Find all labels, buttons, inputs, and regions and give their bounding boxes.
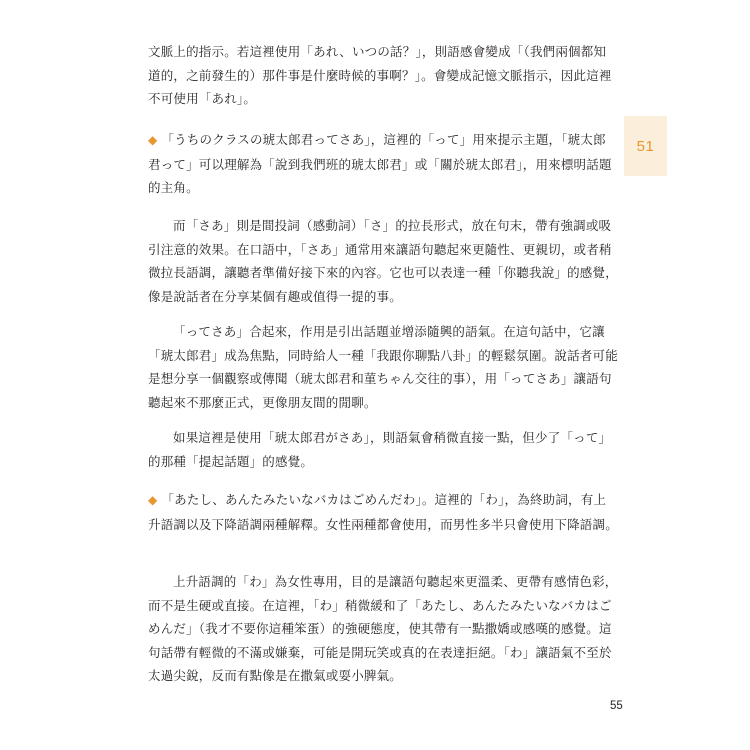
paragraph-kotaro-tte (148, 128, 618, 200)
paragraph-kotaro-tte-text: 「うちのクラスの琥太郎君ってさあ」，這裡的「って」用來提示主題，「琥太郎君って」可以理解為「說到我們班的琥太郎君」或「關於琥太郎君」，用來標明話題的主角。 (148, 132, 612, 195)
paragraph-ttesaa: 「ってさあ」合起來，作用是引出話題並增添隨興的語氣。在這句話中，它讓「琥太郎君」成為焦點，同時給人一種「我跟你聊點八卦」的輕鬆氛圍。說話者可能是想分享一個觀察或傳聞（琥太郎君和菫ちゃん交往的事），用「ってさあ」讓語句聽起來不那麼正式，更像朋友間的閒聊。 (148, 324, 618, 410)
chapter-tab (624, 116, 667, 176)
paragraph-wa-particle (148, 488, 618, 536)
diamond-icon: ◆ (148, 133, 158, 147)
paragraph-rising-wa: 上升語調的「わ」為女性專用，目的是讓語句聽起來更溫柔、更帶有感情色彩，而不是生硬或直接。在這裡，「わ」稍微緩和了「あたし、あんたみたいなバカはごめんだ」（我才不要你這種笨蛋）的強硬態度，使其帶有一點撒嬌或感嘆的感覺。這句話帶有輕微的不滿或嫌棄，可能是開玩笑或真的在表達拒絕。「わ」讓語氣不至於太過尖銳，反而有點像是在撒氣或耍小脾氣。 (148, 574, 618, 683)
paragraph-context-note: 文脈上的指示。若這裡使用「あれ、いつの話？」，則語感會變成「（我們兩個都知道的，之前發生的）那件事是什麼時候的事啊？」。會變成記憶文脈指示，因此這裡不可使用「あれ」。 (148, 44, 612, 106)
chapter-number: 51 (636, 137, 655, 155)
diamond-icon: ◆ (148, 493, 158, 507)
paragraph-wa-particle-text: 「あたし、あんたみたいなバカはごめんだわ」。這裡的「わ」，為終助詞，有上升語調以及下降語調兩種解釋。女性兩種都會使用，而男性多半只會使用下降語調。 (148, 492, 618, 532)
paragraph-saa: 而「さあ」則是間投詞（感動詞）「さ」的拉長形式，放在句末，帶有強調或吸引注意的效果。在口語中，「さあ」通常用來讓語句聽起來更隨性、更親切，或者稍微拉長語調，讓聽者準備好接下來的內容。它也可以表達一種「你聽我說」的感覺，像是說話者在分享某個有趣或值得一提的事。 (148, 218, 618, 304)
paragraph-ga-saa: 如果這裡是使用「琥太郎君がさあ」，則語氣會稍微直接一點，但少了「って」的那種「提起話題」的感覺。 (148, 430, 612, 469)
page-number: 55 (610, 700, 623, 712)
